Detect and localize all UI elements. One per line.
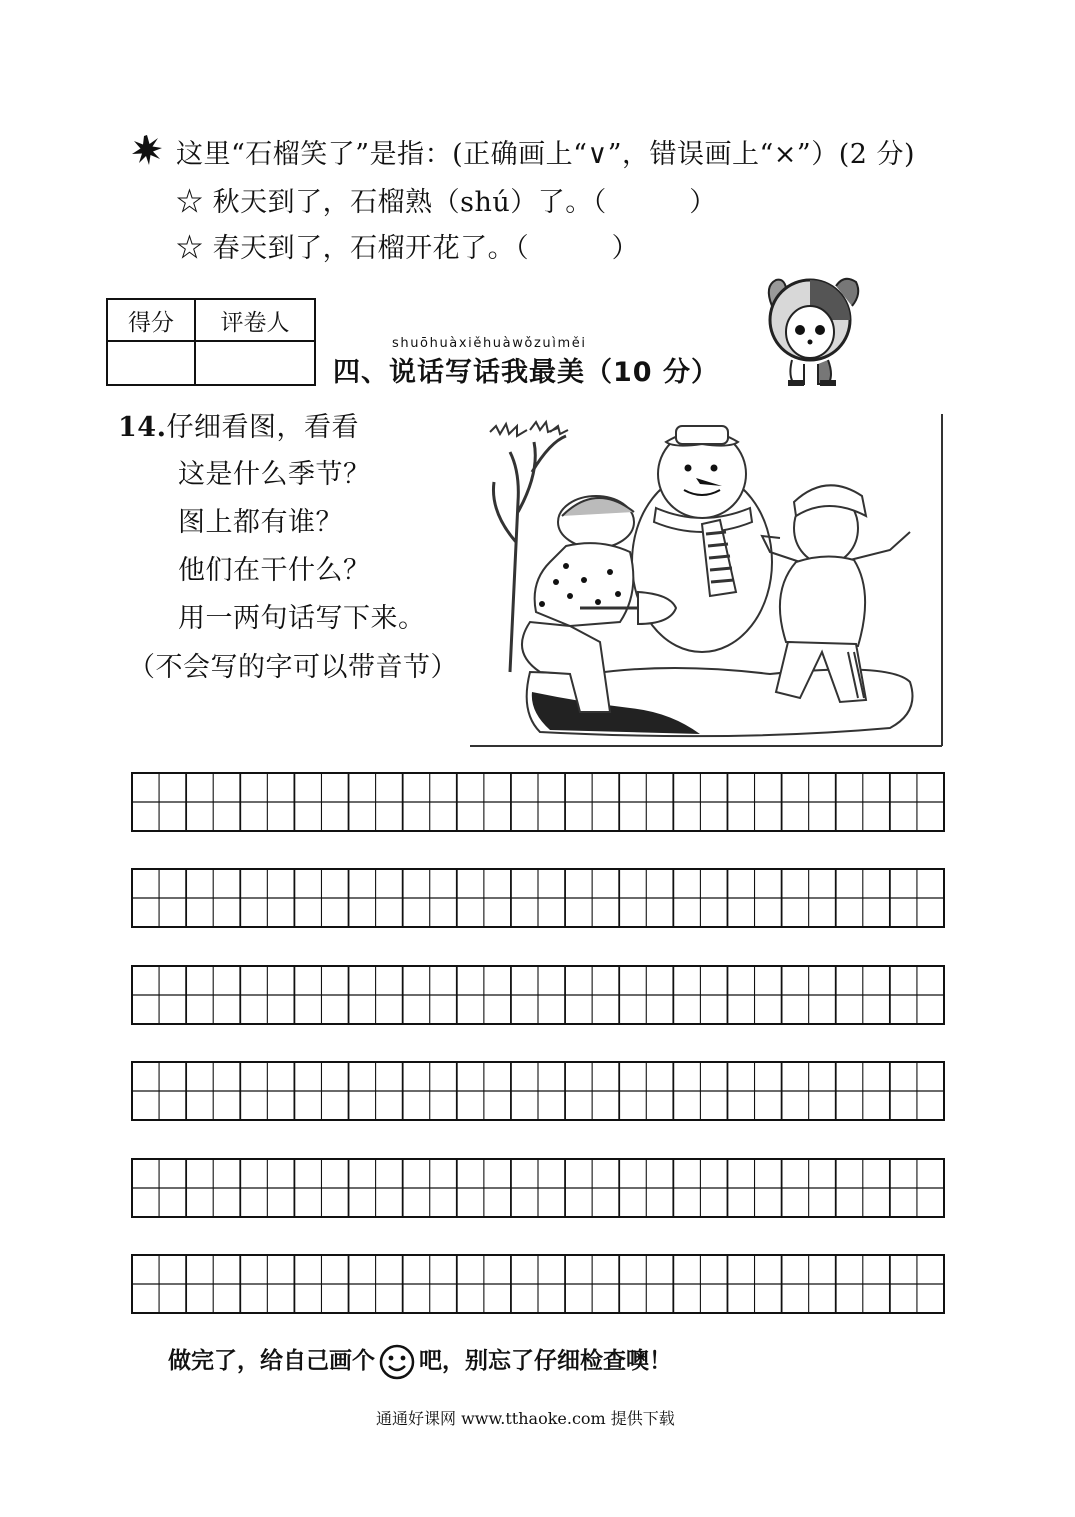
q14-prompt-doing: 他们在干什么？ [178,555,371,586]
mascot-icon [758,272,864,388]
writing-grid-row[interactable] [131,868,945,928]
q13-option-autumn: ☆ 秋天到了，石榴熟（shú）了。（ ） [176,187,717,218]
grader-header: 评卷人 [195,299,315,341]
download-credit: 通通好课网 www.tthaoke.com 提供下载 [376,1409,675,1428]
q14-intro-text: 仔细看图，看看 [166,412,359,443]
writing-grid-row[interactable] [131,772,945,832]
q14-prompt-who: 图上都有谁？ [178,507,343,538]
q14-note: （不会写的字可以带音节） [128,652,458,683]
smiley-icon [379,1344,415,1380]
section4-pinyin: shuōhuàxiěhuàwǒzuìměi [392,336,587,351]
footer-reminder [168,1342,672,1380]
q13-option-spring: ☆ 春天到了，石榴开花了。（ ） [176,233,640,264]
writing-grid-row[interactable] [131,1158,945,1218]
star-burst-icon [132,135,162,165]
q14-intro [118,405,359,444]
writing-grid-row[interactable] [131,1061,945,1121]
q14-number: 14. [118,412,167,443]
footer-text-before: 做完了，给自己画个 [168,1348,375,1374]
q13-question: 这里“石榴笑了”是指：(正确画上“∨”，错误画上“×”）(2 分) [176,139,916,170]
score-table [106,298,316,386]
writing-grid-row[interactable] [131,965,945,1025]
grader-cell[interactable] [195,341,315,385]
q14-prompt-write: 用一两句话写下来。 [178,603,426,634]
q14-prompt-season: 这是什么季节？ [178,459,371,490]
writing-grid-row[interactable] [131,1254,945,1314]
score-cell[interactable] [107,341,195,385]
section4-title: 四、说话写话我最美（10 分） [333,357,719,388]
score-header: 得分 [107,299,195,341]
snowman-illustration [470,412,945,748]
footer-text-after: 吧，别忘了仔细检查噢！ [419,1348,672,1374]
